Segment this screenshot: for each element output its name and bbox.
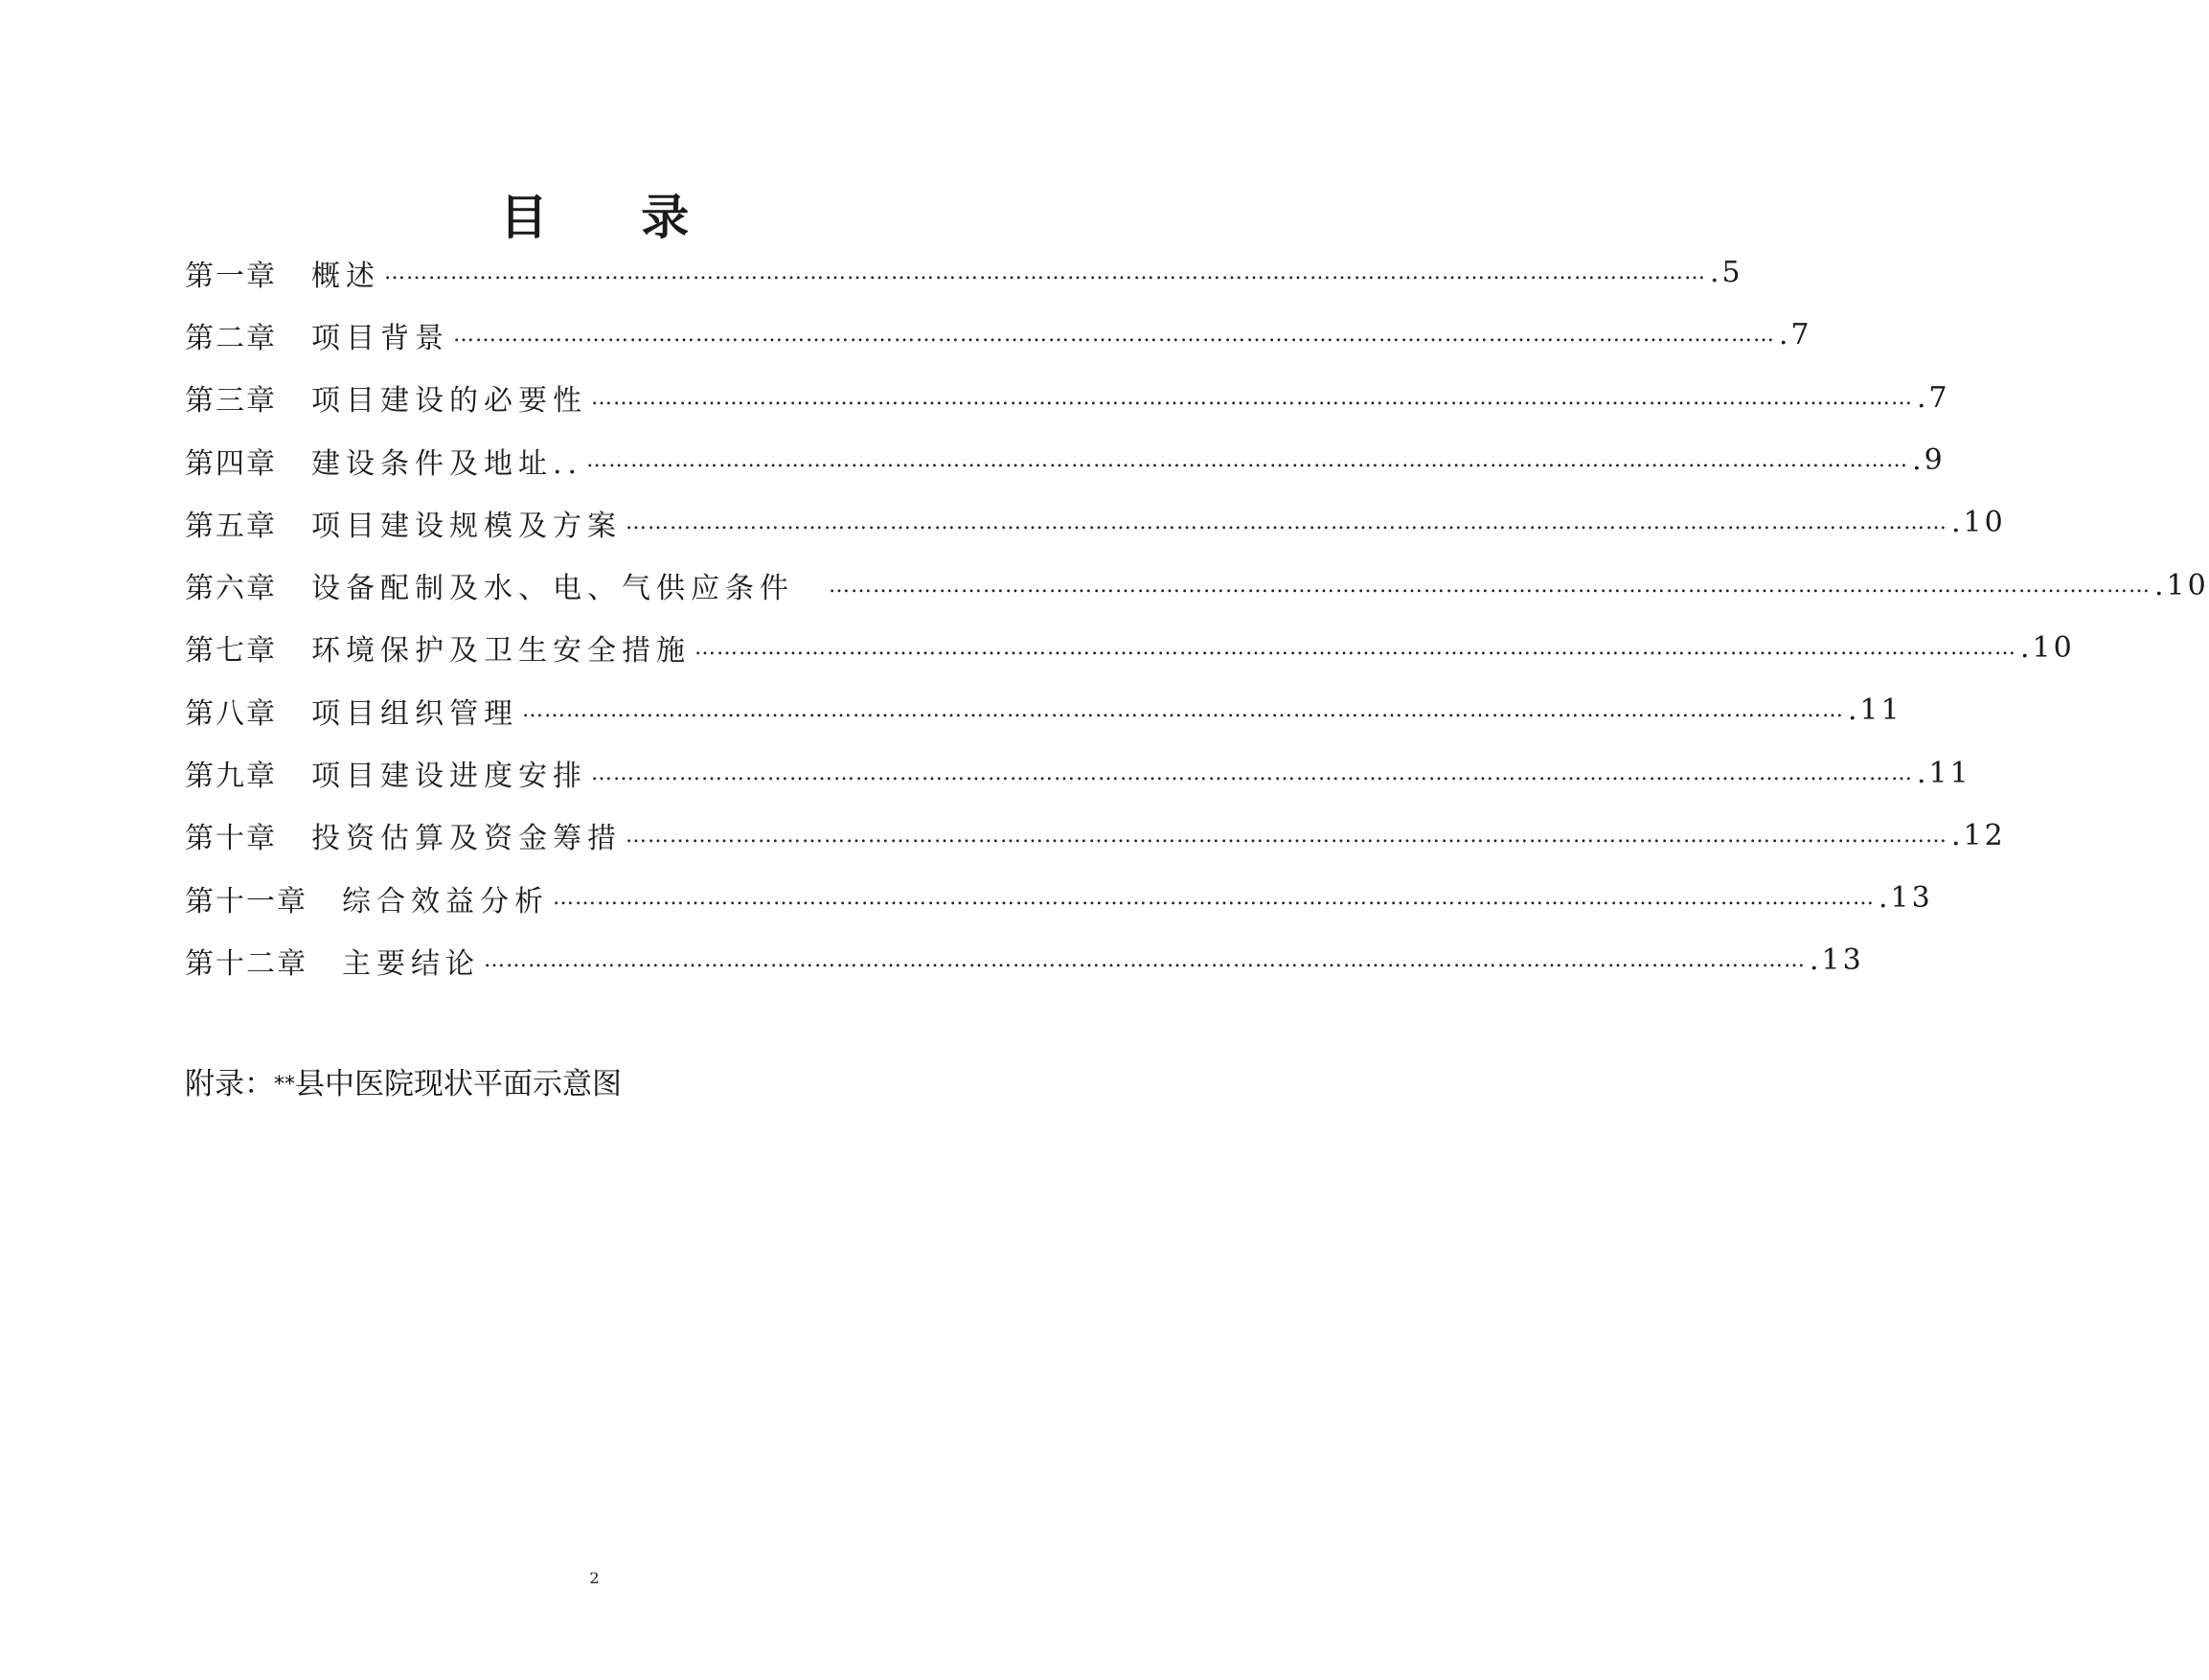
toc-chapter-title: 项目组织管理 [311,696,518,731]
toc-chapter-title: 概述 [311,259,380,293]
toc-page-number: .10 [2154,568,2209,602]
toc-chapter-title: 建设条件及地址.. [311,446,583,481]
appendix-line [185,1063,622,1106]
toc-chapter-title: 项目建设进度安排 [311,760,587,794]
toc-page-number: .11 [1848,693,1902,728]
toc-chapter-label: 第八章 [185,696,277,731]
toc-chapter-label: 第九章 [185,760,277,794]
toc-entry[interactable] [185,741,1971,804]
toc-page-number: .11 [1917,756,1971,790]
toc-chapter-title: 综合效益分析 [342,884,549,919]
toc-dot-leader: ……………………………………………………………………………………………………………………………………………………………… [591,761,1913,785]
toc-entry[interactable] [185,429,1946,491]
toc-chapter-label: 第七章 [185,634,277,669]
toc-dot-leader: ……………………………………………………………………………………………………………………………………………………………… [591,385,1913,410]
toc-dot-leader: ……………………………………………………………………………………………………………………………………………………………… [553,886,1875,911]
page-number: 2 [589,1569,600,1587]
toc-chapter-title: 环境保护及卫生安全措施 [311,634,691,669]
toc-page-number: .12 [1951,818,2006,852]
toc-chapter-title: 投资估算及资金筹措 [311,822,622,856]
toc-chapter-title: 主要结论 [342,946,480,981]
toc-chapter-label: 第二章 [185,321,277,355]
toc-chapter-label: 第一章 [185,259,277,293]
toc-page-number: .7 [1779,318,1812,352]
toc-chapter-title: 项目建设规模及方案 [311,509,622,543]
toc-dot-leader: ……………………………………………………………………………………………………………………………………………………………… [626,823,1947,848]
toc-dot-leader: ……………………………………………………………………………………………………………………………………………………………… [586,448,1909,473]
toc-dot-leader: ……………………………………………………………………………………………………………………………………………………………… [522,698,1844,723]
toc-chapter-label: 第四章 [185,446,277,481]
toc-entry[interactable] [185,491,2006,554]
toc-page-number: .10 [2020,630,2075,665]
toc-dot-leader: ……………………………………………………………………………………………………………………………………………………………… [695,635,2016,660]
appendix-text: 县中医院现状平面示意图 [295,1067,622,1101]
toc-chapter-label: 第十章 [185,822,277,856]
toc-entry[interactable] [185,929,1864,991]
toc-dot-leader: ……………………………………………………………………………………………………………………………………………………………… [829,573,2151,598]
toc-entry[interactable] [185,554,2209,616]
page-title: 目 录 [499,188,728,245]
toc-entry[interactable] [185,617,2075,679]
toc-dot-leader: ……………………………………………………………………………………………………………………………………………………………… [384,261,1706,285]
appendix-prefix: 附录： [185,1067,274,1101]
toc-page-number: .13 [1879,881,1933,916]
toc-page-number: .7 [1917,380,1950,415]
toc-dot-leader: ……………………………………………………………………………………………………………………………………………………………… [626,511,1947,535]
appendix-stars: ** [274,1073,295,1097]
toc-chapter-title: 设备配制及水、电、气供应条件 [311,572,794,606]
toc-entry[interactable] [185,241,1743,304]
toc-page-number: .13 [1810,943,1864,978]
toc-chapter-title: 项目背景 [311,321,449,355]
toc-entry[interactable] [185,679,1902,741]
toc-chapter-title: 项目建设的必要性 [311,384,587,419]
toc-entry[interactable] [185,304,1812,366]
toc-chapter-label: 第十一章 [185,884,307,919]
toc-entry[interactable] [185,805,2006,867]
toc-dot-leader: ……………………………………………………………………………………………………………………………………………………………… [484,948,1806,973]
toc-entry[interactable] [185,367,1950,429]
toc-page-number: .5 [1710,256,1743,290]
toc-chapter-label: 第六章 [185,572,277,606]
toc-chapter-label: 第五章 [185,509,277,543]
toc-chapter-label: 第三章 [185,384,277,419]
table-of-contents [185,241,2209,992]
toc-page-number: .9 [1912,443,1946,478]
toc-entry[interactable] [185,867,1933,929]
toc-dot-leader: ……………………………………………………………………………………………………………………………………………………………… [453,323,1775,348]
toc-chapter-label: 第十二章 [185,946,307,981]
toc-page-number: .10 [1951,506,2006,540]
